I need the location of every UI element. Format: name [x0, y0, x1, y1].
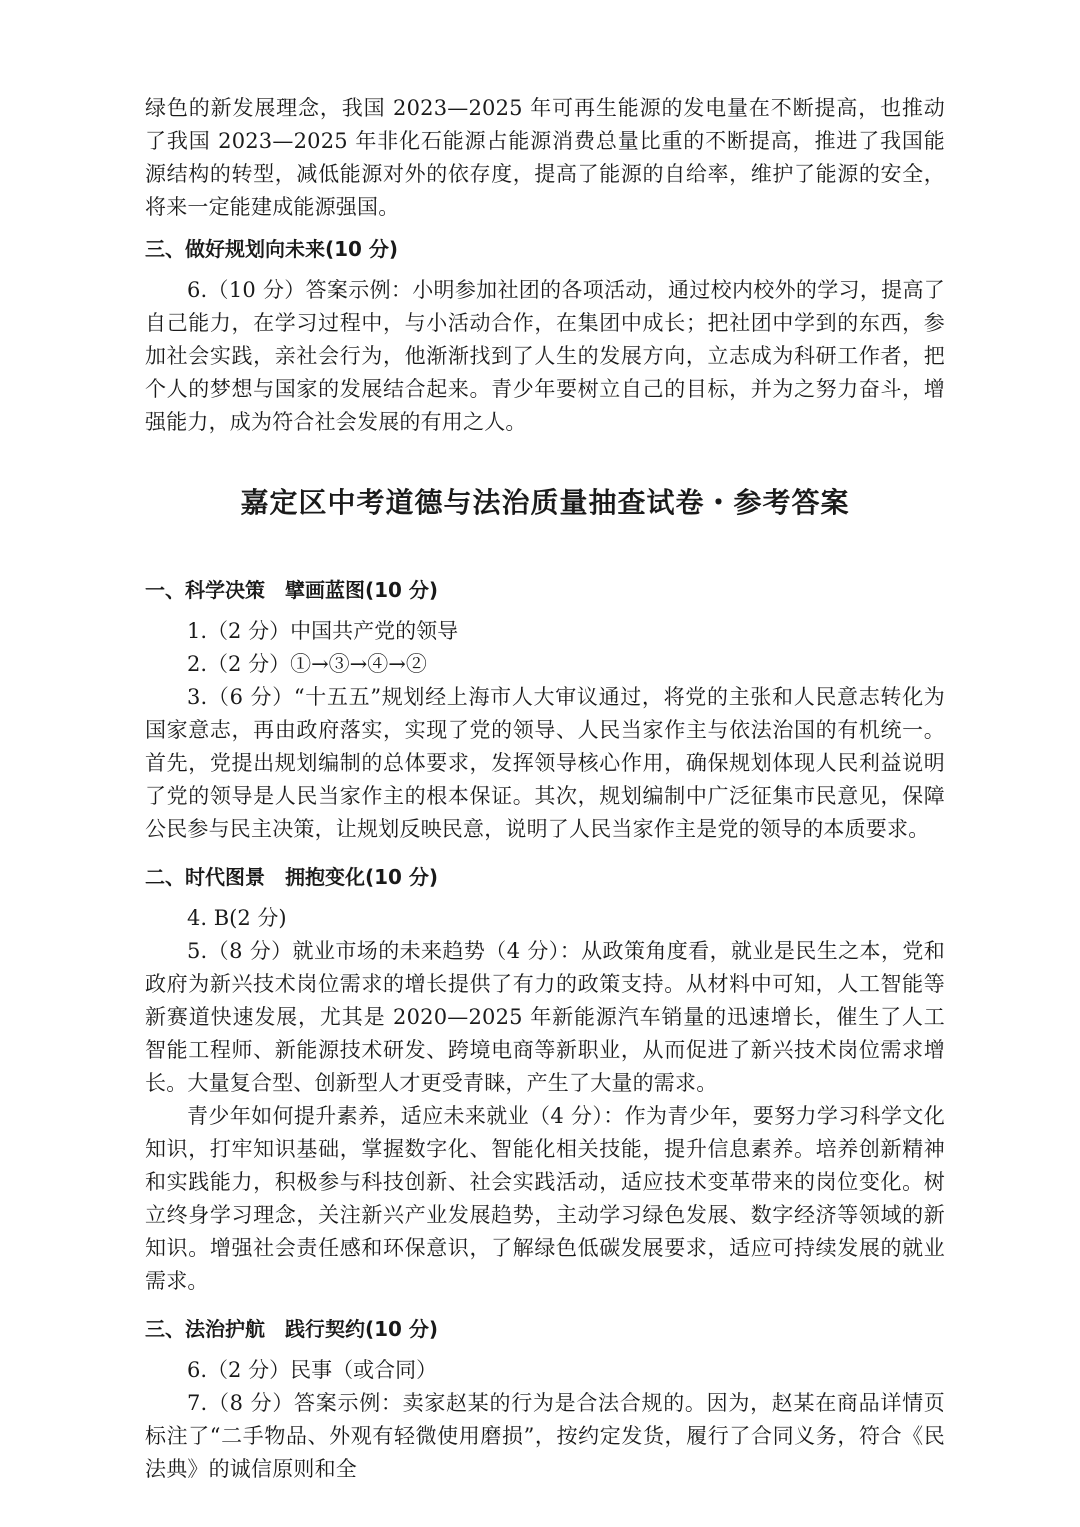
section-heading-part3: 三、法治护航 践行契约(10 分)	[145, 1317, 439, 1341]
section-heading-part2: 二、时代图景 拥抱变化(10 分)	[145, 865, 439, 889]
answer-1: 1.（2 分）中国共产党的领导	[187, 619, 459, 643]
answer-5-trend-paragraph: 5.（8 分）就业市场的未来趋势（4 分）：从政策角度看，就业是民生之本，党和政府为新兴技术岗位需求的增长提供了有力的政策支持。从材料中可知，人工智能等新赛道快速发展，尤其是 2020—2025 年新能源汽车销量的迅速增长，催生了人工智能工程师、新能源技术研发、跨境电商等新职业，从而促进了新兴技术岗位需求增长。大量复合型、创新型人才更受青睐，产生了大量的需求。	[145, 939, 945, 1095]
answer-5-youth-paragraph: 青少年如何提升素养，适应未来就业（4 分）：作为青少年，要努力学习科学文化知识，打牢知识基础，掌握数字化、智能化相关技能，提升信息素养。培养创新精神和实践能力，积极参与科技创新、社会实践活动，适应技术变革带来的岗位变化。树立终身学习理念，关注新兴产业发展趋势，主动学习绿色发展、数字经济等领域的新知识。增强社会责任感和环保意识，了解绿色低碳发展要求，适应可持续发展的就业需求。	[145, 1104, 945, 1293]
section-heading-planning: 三、做好规划向未来(10 分)	[145, 237, 399, 261]
answer-7-paragraph: 7.（8 分）答案示例：卖家赵某的行为是合法合规的。因为，赵某在商品详情页标注了“二手物品、外观有轻微使用磨损”，按约定发货，履行了合同义务，符合《民法典》的诚信原则和全	[145, 1391, 945, 1481]
document-title: 嘉定区中考道德与法治质量抽查试卷・参考答案	[240, 486, 850, 519]
answer-6-paragraph: 6.（10 分）答案示例：小明参加社团的各项活动，通过校内校外的学习，提高了自己能力，在学习过程中，与小活动合作，在集团中成长；把社团中学到的东西，参加社会实践，亲社会行为，他渐渐找到了人生的发展方向，立志成为科研工作者，把个人的梦想与国家的发展结合起来。青少年要树立自己的目标，并为之努力奋斗，增强能力，成为符合社会发展的有用之人。	[145, 278, 945, 434]
answer-document	[145, 92, 945, 1486]
continuation-paragraph: 绿色的新发展理念，我国 2023—2025 年可再生能源的发电量在不断提高，也推动了我国 2023—2025 年非化石能源占能源消费总量比重的不断提高，推进了我国能源结构的转型，减低能源对外的依存度，提高了能源的自给率，维护了能源的安全，将来一定能建成能源强国。	[145, 96, 945, 219]
answer-4: 4. B(2 分)	[187, 906, 287, 930]
section-heading-part1: 一、科学决策 擘画蓝图(10 分)	[145, 578, 439, 602]
answer-2: 2.（2 分）①→③→④→②	[187, 652, 427, 676]
answer-3-paragraph: 3.（6 分）“十五五”规划经上海市人大审议通过，将党的主张和人民意志转化为国家意志，再由政府落实，实现了党的领导、人民当家作主与依法治国的有机统一。首先，党提出规划编制的总体要求，发挥领导核心作用，确保规划体现人民利益说明了党的领导是人民当家作主的根本保证。其次，规划编制中广泛征集市民意见，保障公民参与民主决策，让规划反映民意，说明了人民当家作主是党的领导的本质要求。	[145, 685, 945, 841]
answer-6-civil: 6.（2 分）民事（或合同）	[187, 1358, 438, 1382]
